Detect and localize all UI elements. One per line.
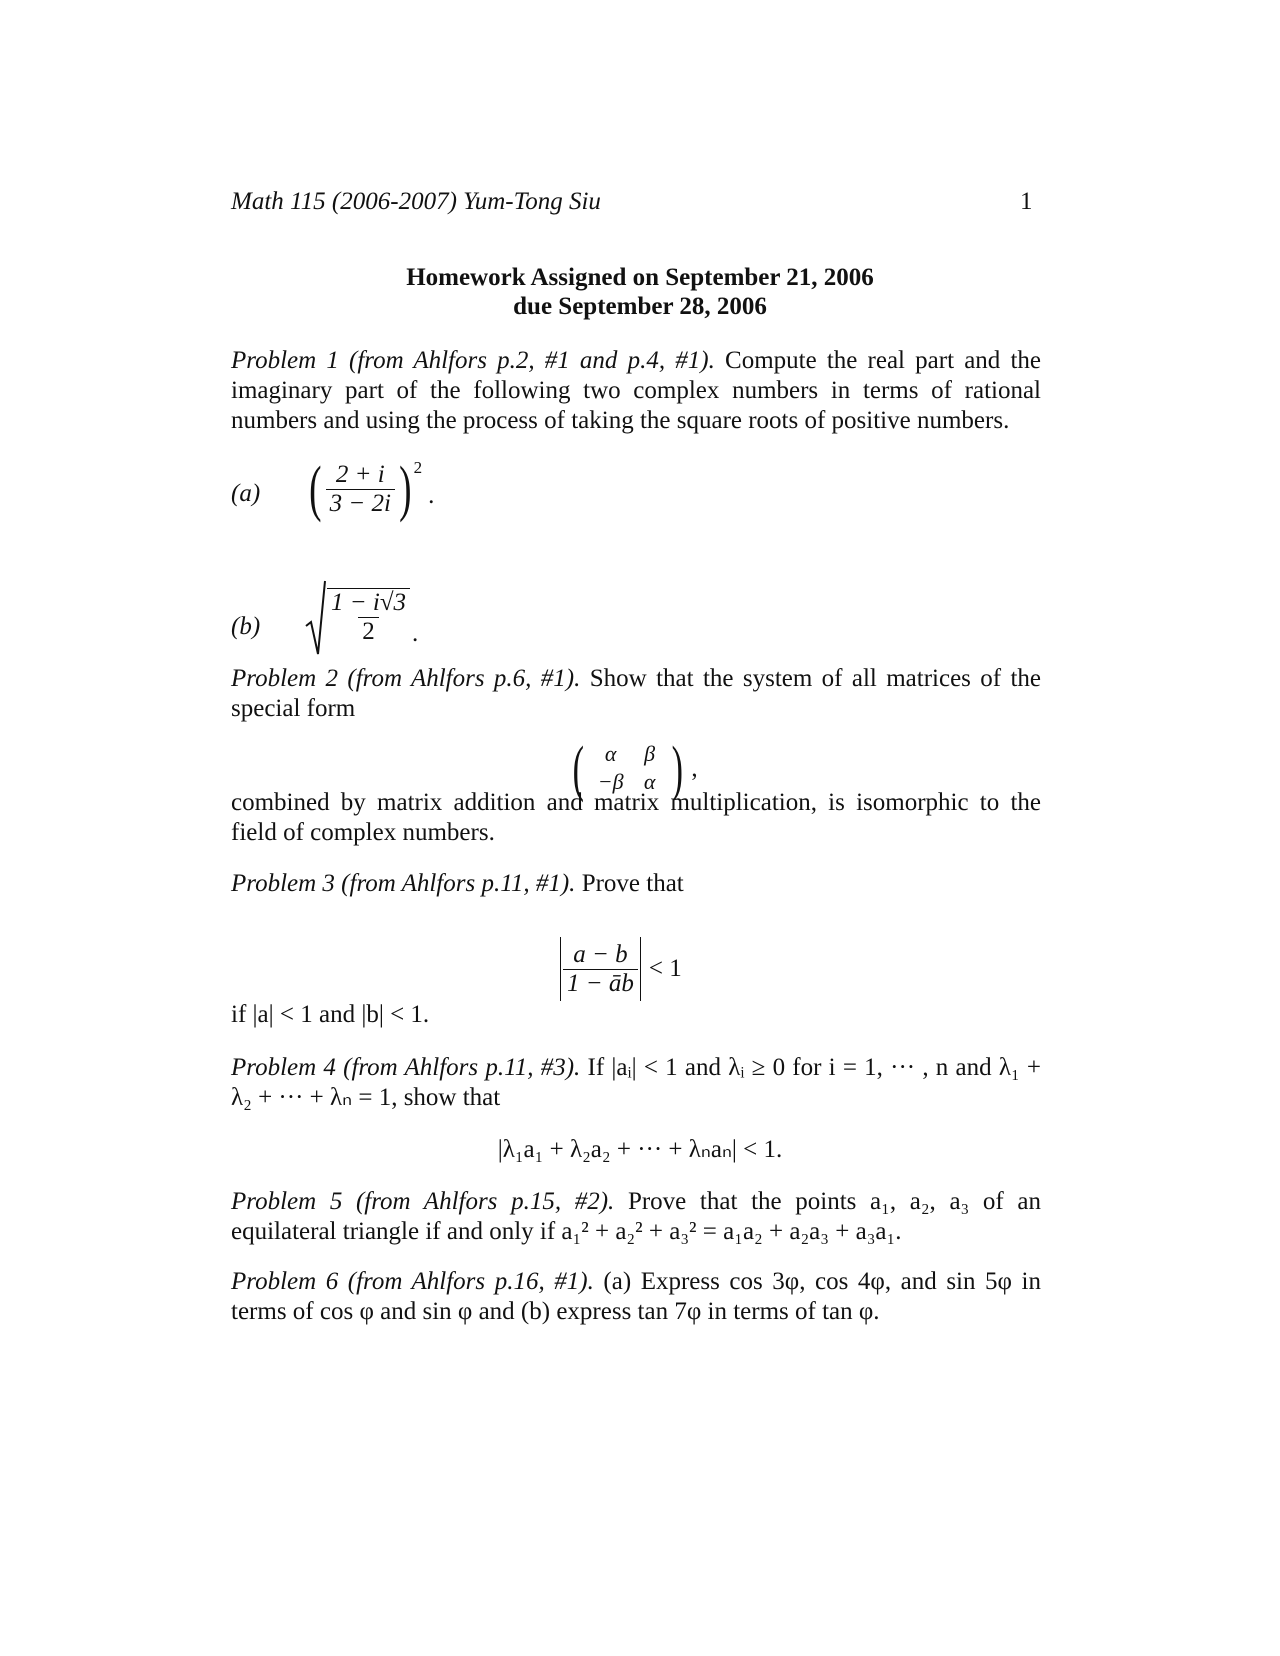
- problem-3-formula: [560, 937, 682, 1001]
- fraction-a-denominator: 3 − 2i: [326, 489, 395, 518]
- problem-2-label: Problem 2 (from Ahlfors p.6, #1).: [231, 665, 581, 692]
- part-a-formula: ( $\frac{2 + i}{3 - 2i}$ ) $^2$ .: [309, 455, 435, 523]
- fraction-b-numerator: 1 − i√3: [331, 589, 407, 616]
- part-b-label: (b): [231, 613, 261, 640]
- right-paren: ): [399, 455, 412, 523]
- fraction-b-denominator: 2: [358, 617, 379, 646]
- problem-3-label: Problem 3 (from Ahlfors p.11, #1).: [231, 870, 576, 897]
- problem-2-text: Show that the system of all matrices of the special form: [231, 665, 1042, 722]
- title-line-1: Homework Assigned on September 21, 2006: [406, 264, 874, 291]
- problem-1-text: Compute the real part and the imaginary part of the following two complex numbers in terms of rational numbers and using the process of taking the square roots of positive numbers.: [231, 347, 1041, 434]
- problem-4-text: If |aᵢ| < 1 and λᵢ ≥ 0 for i = 1, ··· , n and λ₁ + λ₂ + ··· + λₙ = 1, show that: [231, 1054, 1042, 1111]
- problem-6: [231, 1267, 1041, 1327]
- matrix-entry-22: α: [643, 769, 656, 794]
- left-paren: (: [309, 455, 322, 523]
- fraction-a-numerator: 2 + i: [335, 460, 385, 488]
- problem-3: [231, 869, 1041, 899]
- matrix-entry-21: −β: [597, 769, 624, 794]
- problem-2: [231, 664, 1041, 724]
- part-b-formula: $\frac{1 - i√3}{2}$ .: [305, 580, 418, 656]
- fraction-a: [326, 461, 395, 518]
- problem-5-label: Problem 5 (from Ahlfors p.15, #2).: [231, 1188, 615, 1215]
- matrix-formula: ( α β −β α ) ,: [572, 735, 698, 803]
- problem-2-after: combined by matrix addition and matrix multiplication, is isomorphic to the field of complex numbers.: [231, 789, 1041, 846]
- problem-1-label: Problem 1 (from Ahlfors p.2, #1 and p.4, #1).: [231, 347, 715, 374]
- matrix-left-paren: (: [572, 735, 585, 803]
- matrix-entry-12: β: [644, 741, 656, 766]
- problem-4: [231, 1053, 1041, 1113]
- problem-5: [231, 1187, 1041, 1247]
- fraction-a-exponent: 2: [413, 458, 423, 477]
- matrix-entry-11: α: [604, 741, 617, 766]
- problem-1: [231, 346, 1041, 436]
- absolute-value: [560, 937, 641, 1001]
- part-a-label: (a): [231, 480, 261, 507]
- fraction-3-numerator: a − b: [573, 940, 628, 968]
- problem-3-text: Prove that: [581, 870, 684, 897]
- problem-6-text: (a) Express cos 3φ, cos 4φ, and sin 5φ in terms of cos φ and sin φ and (b) express tan 7φ in terms of tan φ.: [231, 1268, 1041, 1325]
- fraction-3: [563, 941, 638, 998]
- problem-6-label: Problem 6 (from Ahlfors p.16, #1).: [231, 1268, 594, 1295]
- running-header: Math 115 (2006-2007) Yum-Tong Siu: [231, 188, 601, 215]
- inequality-rhs: < 1: [648, 955, 682, 982]
- problem-4-label: Problem 4 (from Ahlfors p.11, #3).: [231, 1054, 581, 1081]
- problem-5-text: Prove that the points a₁, a₂, a₃ of an equilateral triangle if and only if a₁² + a₂² + a₃² = a₁a₂ + a₂a₃ + a₃a₁.: [231, 1188, 1041, 1245]
- fraction-b: [327, 588, 410, 646]
- title-line-2: due September 28, 2006: [513, 293, 767, 320]
- fraction-3-denominator: 1 − āb: [563, 969, 638, 998]
- page-number: 1: [1020, 188, 1033, 215]
- radical-sign-icon: [305, 580, 327, 656]
- problem-4-formula: |λ₁a₁ + λ₂a₂ + ··· + λₙaₙ| < 1.: [497, 1136, 783, 1163]
- problem-3-after: if |a| < 1 and |b| < 1.: [231, 1001, 430, 1028]
- matrix-right-paren: ): [671, 735, 683, 803]
